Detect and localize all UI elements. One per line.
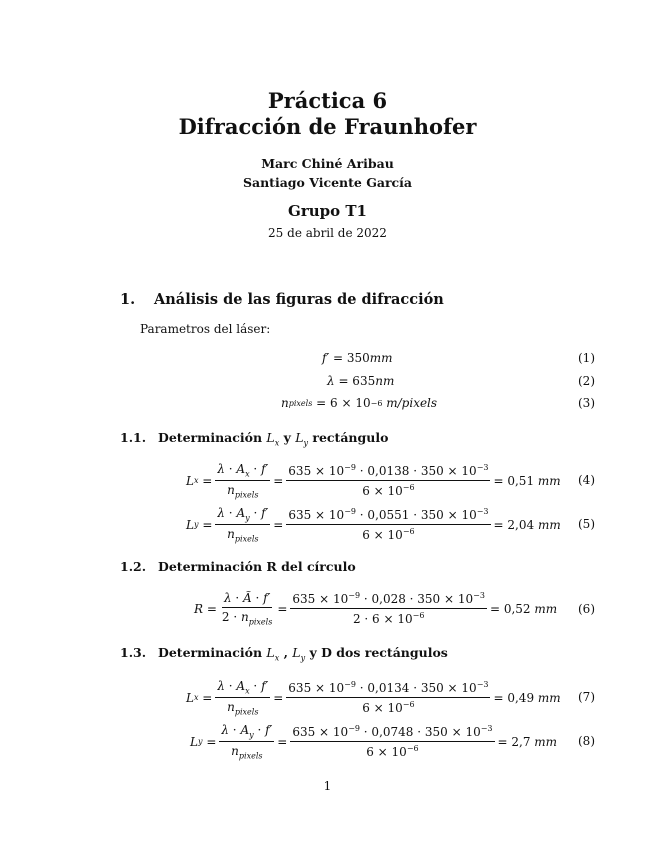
author-2: Santiago Vicente García: [242, 175, 413, 190]
subsection-1-2-heading: 1.2. Determinación R del círculo: [120, 559, 356, 574]
section-number: 1.: [120, 291, 136, 308]
subsection-1-3-heading: 1.3. Determinación $L_x$ , $L_y$ y D dos rectángulos: [120, 645, 448, 663]
equation-number: (1): [578, 351, 595, 365]
page-number: 1: [323, 779, 332, 793]
equation-number: (4): [578, 473, 595, 487]
section-1-heading: [120, 291, 444, 308]
equation-lx-rect: L x = $\frac{\lambda \cdot A_x \cdot f'}{n_{pixels}}$ = $\frac{635 \times 10^{-9} \cdot 0,0138 \cdot 350 \times 10^{-3}}{6 \times 10^{-6}}$ = 0,51 mm: [186, 462, 561, 500]
equation-number: (6): [578, 602, 595, 616]
subsection-1-1-heading: 1.1. Determinación $L_x$ y $L_y$ rectángulo: [120, 430, 389, 448]
author-1: Marc Chiné Aribau: [261, 156, 394, 171]
equation-focal: f′ = 350 mm: [322, 351, 393, 365]
equation-number: (8): [578, 734, 595, 748]
equation-wavelength: λ = 635 nm: [327, 374, 395, 388]
equation-number: (3): [578, 396, 595, 410]
equation-number: (7): [578, 690, 595, 704]
date: 25 de abril de 2022: [268, 226, 387, 240]
equation-ly-rect: L y = $\frac{\lambda \cdot A_y \cdot f'}{n_{pixels}}$ = $\frac{635 \times 10^{-9} \cdot 0,0551 \cdot 350 \times 10^{-3}}{6 \times 10^{-6}}$ = 2,04 mm: [186, 506, 561, 544]
equation-number: (5): [578, 517, 595, 531]
equation-lx-two-rect: L x = $\frac{\lambda \cdot A_x \cdot f'}{n_{pixels}}$ = $\frac{635 \times 10^{-9} \cdot 0,0134 \cdot 350 \times 10^{-3}}{6 \times 10^{-6}}$ = 0,49 mm: [186, 679, 561, 717]
section-title: Análisis de las figuras de difracción: [154, 291, 444, 308]
title-line-1: Práctica 6: [267, 88, 388, 113]
laser-params-intro: Parametros del láser:: [140, 322, 271, 336]
equation-radius: R = $\frac{\lambda \cdot Ã \cdot f'}{2 \cdot n_{pixels}}$ = $\frac{635 \times 10^{-9} \cdot 0,028 \cdot 350 \times 10^{-3}}{2 \cdot 6 \times 10^{-6}}$ = 0,52 mm: [194, 591, 558, 627]
group-label: Grupo T1: [288, 202, 367, 220]
equation-npixels: n pixels = 6 × 10 −6 m/pixels: [281, 396, 438, 410]
equation-number: (2): [578, 374, 595, 388]
equation-ly-two-rect: L y = $\frac{\lambda \cdot A_y \cdot f'}{n_{pixels}}$ = $\frac{635 \times 10^{-9} \cdot 0,0748 \cdot 350 \times 10^{-3}}{6 \times 10^{-6}}$ = 2,7 mm: [190, 723, 558, 761]
title-line-2: Difracción de Fraunhofer: [178, 114, 477, 139]
